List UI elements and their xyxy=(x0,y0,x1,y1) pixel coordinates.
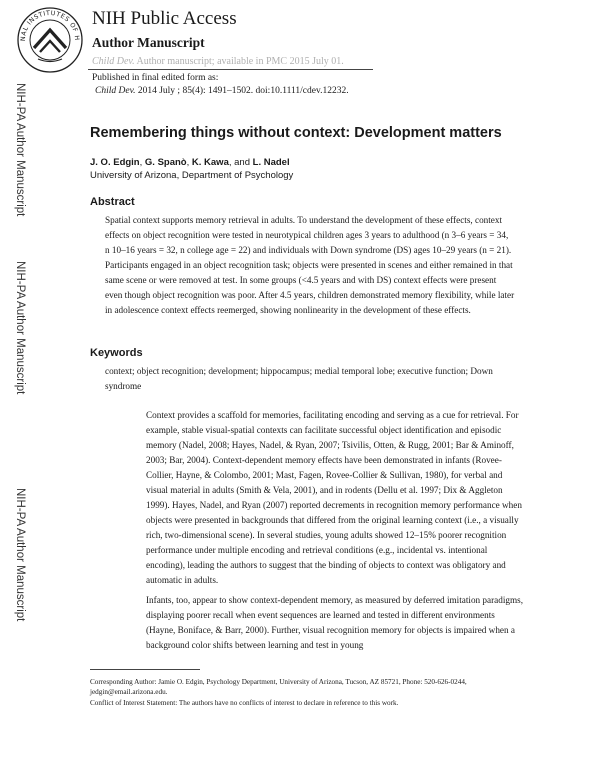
keywords-text: context; object recognition; development; hippocampus; medial temporal lobe; executive function; Down syndrome xyxy=(105,366,493,391)
author-list: J. O. Edgin, G. Spanò, K. Kawa, and L. Nadel xyxy=(90,157,290,168)
abstract-text: Spatial context supports memory retrieval in adults. To understand the development of these effects, context effects on object recognition were tested in neurotypical children ages 3 years to adulthood (n 3–6 years = 34, n 10–16 years = 32, n college age = 22) and individuals with Down syndrome (DS) ages 10–29 years (n = 21). Participants engaged in an object recognition task; objects were presented in scenes and either remained in that same scene or were removed at test. In some groups (<4.5 years and with DS) context effects were present even though object recognition was poor. After 4.5 years, children demonstrated memory flexibility, while later in adolescence context effects reemerged, showing nonlinearity in the development of these effects. xyxy=(105,215,515,315)
conflict-of-interest-footnote: Conflict of Interest Statement: The authors have no conflicts of interest to declare in reference to this work. xyxy=(90,699,399,707)
citation-text: 2014 July ; 85(4): 1491–1502. doi:10.1111/cdev.12232. xyxy=(137,86,349,96)
abstract-heading: Abstract xyxy=(90,196,135,208)
author-name: L. Nadel xyxy=(252,157,290,168)
nih-public-access-title: NIH Public Access xyxy=(92,8,237,29)
logo-text: NAL INSTITUTES OF H xyxy=(19,9,81,42)
affiliation: University of Arizona, Department of Psychology xyxy=(90,170,294,181)
footnote-divider xyxy=(90,669,200,670)
nih-seal-logo xyxy=(16,6,84,74)
side-watermark-3: NIH-PA Author Manuscript xyxy=(14,488,26,622)
side-watermark-1: NIH-PA Author Manuscript xyxy=(14,83,26,217)
citation xyxy=(95,86,349,96)
citation-journal: Child Dev. xyxy=(95,86,136,96)
author-name: K. Kawa xyxy=(191,157,229,168)
note-journal: Child Dev. xyxy=(92,56,135,67)
corresponding-author-footnote: Corresponding Author: Jamie O. Edgin, Psychology Department, University of Arizona, Tucson, AZ 85721, Phone: 520-626-0244, jedgin@email.arizona.edu. xyxy=(90,678,467,696)
author-name: J. O. Edgin xyxy=(90,157,140,168)
note-text: Author manuscript; available in PMC 2015 July 01. xyxy=(136,56,344,67)
header-divider xyxy=(88,69,373,70)
author-manuscript-label: Author Manuscript xyxy=(92,35,205,50)
author-name: G. Spanò xyxy=(144,157,187,168)
article-title: Remembering things without context: Development matters xyxy=(90,125,502,141)
side-watermark-2: NIH-PA Author Manuscript xyxy=(14,261,26,395)
body-paragraph-1: Context provides a scaffold for memories, facilitating encoding and serving as a cue for retrieval. For example, stable visual-spatial contexts can facilitate successful object identification and episodic memory (Nadel, 2008; Hayes, Nadel, & Ryan, 2007; Tsivilis, Otten, & Rugg, 2001; Bar & Aminoff, 2003; Bar, 2004). Context-dependent memory effects have been demonstrated in infants (Rovee-Collier, Hayne, & Colombo, 2001; Mast, Fagen, Rovee-Collier & Sullivan, 1980), for verbal and visual material in adults (Smith & Vela, 2001), and in rodents (Dellu et al. 1997; Dix & Aggleton 1999). Hayes, Nadel, and Ryan (2007) reported decrements in recognition memory performance when objects were presented in backgrounds that differed from the original learning context (i.e., a visually rich, two-dimensional scene). In several studies, young adults showed 12–15% poorer recognition performance under multiple encoding and retrieval conditions (e.g., incidental vs. intentional encoding), leading the authors to suggest that the binding of objects to context was obligatory and automatic in adults. xyxy=(146,410,522,585)
body-paragraph-2: Infants, too, appear to show context-dependent memory, as measured by deferred imitation paradigms, displaying poorer recall when event sequences are learned and tested in different environments (Hayne, Boniface, & Barr, 2000). Further, visual recognition memory for objects is impaired when a background color shifts between learning and test in young xyxy=(146,595,523,650)
published-line: Published in final edited form as: xyxy=(92,73,219,83)
keywords-heading: Keywords xyxy=(90,347,143,359)
svg-text:NATIONAL INSTITUTES OF HEALTH xyxy=(16,6,80,41)
pmc-availability-note xyxy=(92,56,344,67)
